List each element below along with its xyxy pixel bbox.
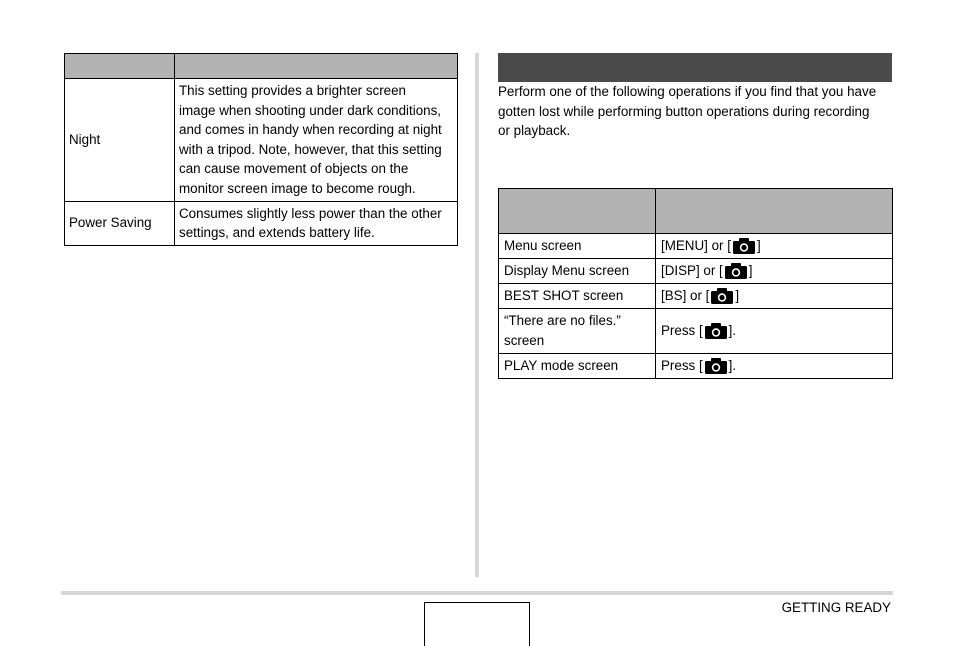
screen-name-line: BEST SHOT screen: [504, 288, 624, 304]
camera-icon: [733, 238, 755, 254]
operation-text: Press [: [661, 358, 703, 374]
description-line: image when shooting under dark conditions,: [179, 102, 442, 118]
screen-name: [499, 354, 656, 379]
operation-text: ].: [728, 358, 737, 374]
table-row: [499, 309, 893, 354]
camera-icon: [705, 358, 727, 374]
operation-text: [MENU] or [: [661, 238, 731, 254]
header-cell-operation: [656, 189, 893, 234]
table-row: [65, 201, 458, 245]
camera-icon: [705, 323, 727, 339]
section-label: GETTING READY: [781, 600, 891, 615]
screen-name-line: Menu screen: [504, 238, 582, 254]
description-line: monitor screen image to become rough.: [179, 180, 416, 196]
intro-paragraph: [498, 82, 892, 141]
operation-text: ]: [735, 288, 740, 304]
table-row: [65, 79, 458, 202]
setting-name: Power Saving: [65, 201, 175, 245]
operation-text: [DISP] or [: [661, 263, 723, 279]
table-header-row: [65, 54, 458, 79]
operation: [656, 309, 893, 354]
intro-line: Perform one of the following operations if you find that you have: [498, 84, 877, 99]
operation-text: ]: [756, 238, 761, 254]
camera-icon: [725, 263, 747, 279]
description-line: can cause movement of objects on the: [179, 161, 409, 177]
intro-line: gotten lost while performing button operations during recording: [498, 103, 870, 119]
screen-name: [499, 309, 656, 354]
screen-name: [499, 234, 656, 259]
operation: [656, 284, 893, 309]
settings-table: [64, 53, 458, 246]
header-cell-description: [175, 54, 458, 79]
setting-description: [175, 201, 458, 245]
description-line: This setting provides a brighter screen: [179, 83, 407, 98]
operation-text: Press [: [661, 323, 703, 339]
description-line: with a tripod. Note, however, that this setting: [179, 141, 442, 157]
page-number-box: [424, 602, 530, 646]
intro-line: or playback.: [498, 123, 571, 139]
operation: [656, 259, 893, 284]
description-line: and comes in handy when recording at night: [179, 122, 442, 138]
operation: [656, 354, 893, 379]
table-row: [499, 234, 893, 259]
setting-description: [175, 79, 458, 202]
operation: [656, 234, 893, 259]
screen-name-line: “There are no files.”: [504, 313, 621, 329]
table-row: [499, 354, 893, 379]
table-row: [499, 259, 893, 284]
header-cell-setting: [65, 54, 175, 79]
description-line: Consumes slightly less power than the other: [179, 205, 442, 221]
footer-rule: [61, 591, 893, 595]
operation-text: [BS] or [: [661, 288, 710, 304]
screen-name-line: Display Menu screen: [504, 263, 630, 279]
screen-name-line: screen: [504, 333, 545, 348]
column-divider: [475, 53, 479, 577]
operation-text: ]: [748, 263, 753, 279]
operations-table: [498, 188, 893, 379]
camera-icon: [711, 288, 733, 304]
screen-name: [499, 284, 656, 309]
table-header-row: [499, 189, 893, 234]
section-heading-bar: [498, 53, 892, 82]
setting-name: Night: [65, 79, 175, 202]
operation-text: ].: [728, 323, 737, 339]
screen-name-line: PLAY mode screen: [504, 358, 619, 374]
description-line: settings, and extends battery life.: [179, 225, 375, 241]
header-cell-screen: [499, 189, 656, 234]
screen-name: [499, 259, 656, 284]
table-row: [499, 284, 893, 309]
